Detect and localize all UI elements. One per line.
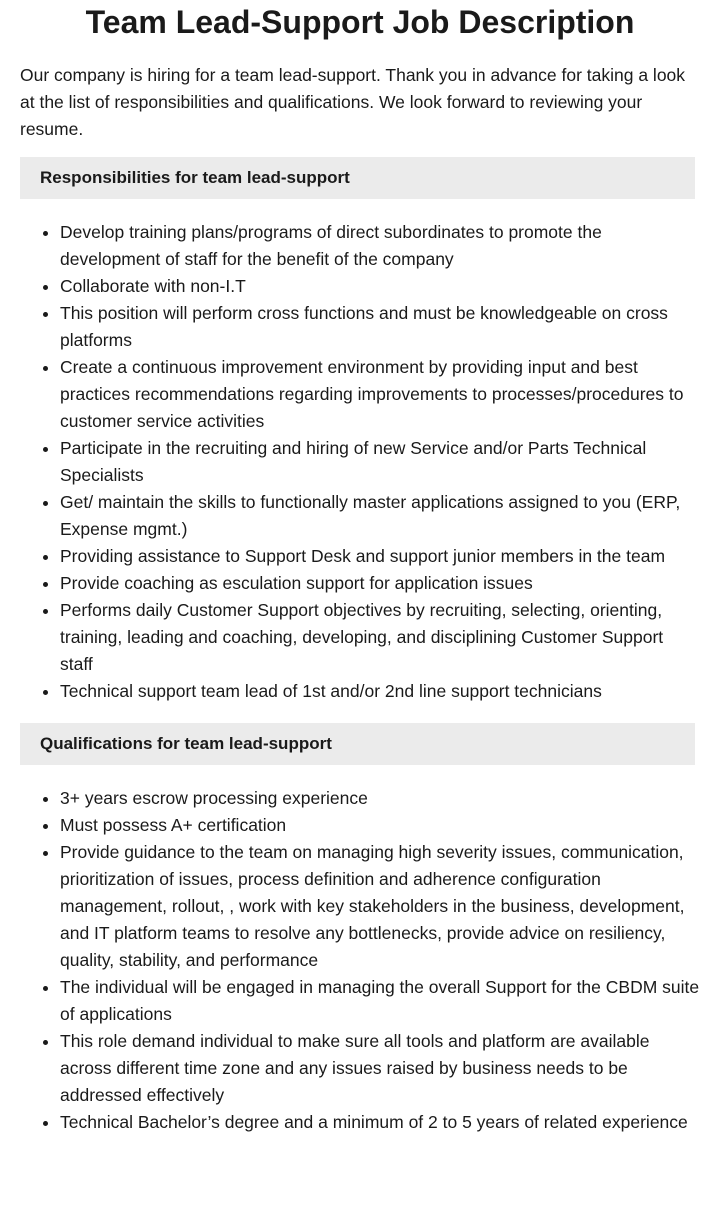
list-item: • Must possess A+ certification bbox=[60, 812, 700, 839]
list-item: • Get/ maintain the skills to functionally master applications assigned to you (ERP, Expense mgmt.) bbox=[60, 489, 700, 543]
list-item: • Participate in the recruiting and hiring of new Service and/or Parts Technical Specialists bbox=[60, 435, 700, 489]
list-item: • Provide guidance to the team on managing high severity issues, communication, prioritization of issues, process definition and adherence configuration management, rollout, , work with key stakeholders in the business, development, and IT platform teams to resolve any bottlenecks, provide advice on resiliency, quality, stability, and performance bbox=[60, 839, 700, 974]
responsibilities-list bbox=[20, 219, 700, 705]
qualifications-heading: Qualifications for team lead-support bbox=[20, 723, 695, 765]
list-item: • Providing assistance to Support Desk and support junior members in the team bbox=[60, 543, 700, 570]
list-item: • Technical Bachelor’s degree and a minimum of 2 to 5 years of related experience bbox=[60, 1109, 700, 1136]
list-item: • Develop training plans/programs of direct subordinates to promote the development of staff for the benefit of the company bbox=[60, 219, 700, 273]
qualifications-list bbox=[20, 785, 700, 1136]
responsibilities-heading: Responsibilities for team lead-support bbox=[20, 157, 695, 199]
list-item: • This role demand individual to make sure all tools and platform are available across different time zone and any issues raised by business needs to be addressed effectively bbox=[60, 1028, 700, 1109]
list-item: • Technical support team lead of 1st and/or 2nd line support technicians bbox=[60, 678, 700, 705]
list-item: • Collaborate with non-I.T bbox=[60, 273, 700, 300]
list-item: • Provide coaching as esculation support for application issues bbox=[60, 570, 700, 597]
page-title: Team Lead-Support Job Description bbox=[85, 4, 635, 40]
list-item: • This position will perform cross functions and must be knowledgeable on cross platforms bbox=[60, 300, 700, 354]
intro-text: Our company is hiring for a team lead-support. Thank you in advance for taking a look at the list of responsibilities and qualifications. We look forward to reviewing your resume. bbox=[20, 65, 686, 139]
list-item: • The individual will be engaged in managing the overall Support for the CBDM suite of applications bbox=[60, 974, 700, 1028]
list-item: • Performs daily Customer Support objectives by recruiting, selecting, orienting, training, leading and coaching, developing, and disciplining Customer Support staff bbox=[60, 597, 700, 678]
list-item: • Create a continuous improvement environment by providing input and best practices recommendations regarding improvements to processes/procedures to customer service activities bbox=[60, 354, 700, 435]
list-item: • 3+ years escrow processing experience bbox=[60, 785, 700, 812]
